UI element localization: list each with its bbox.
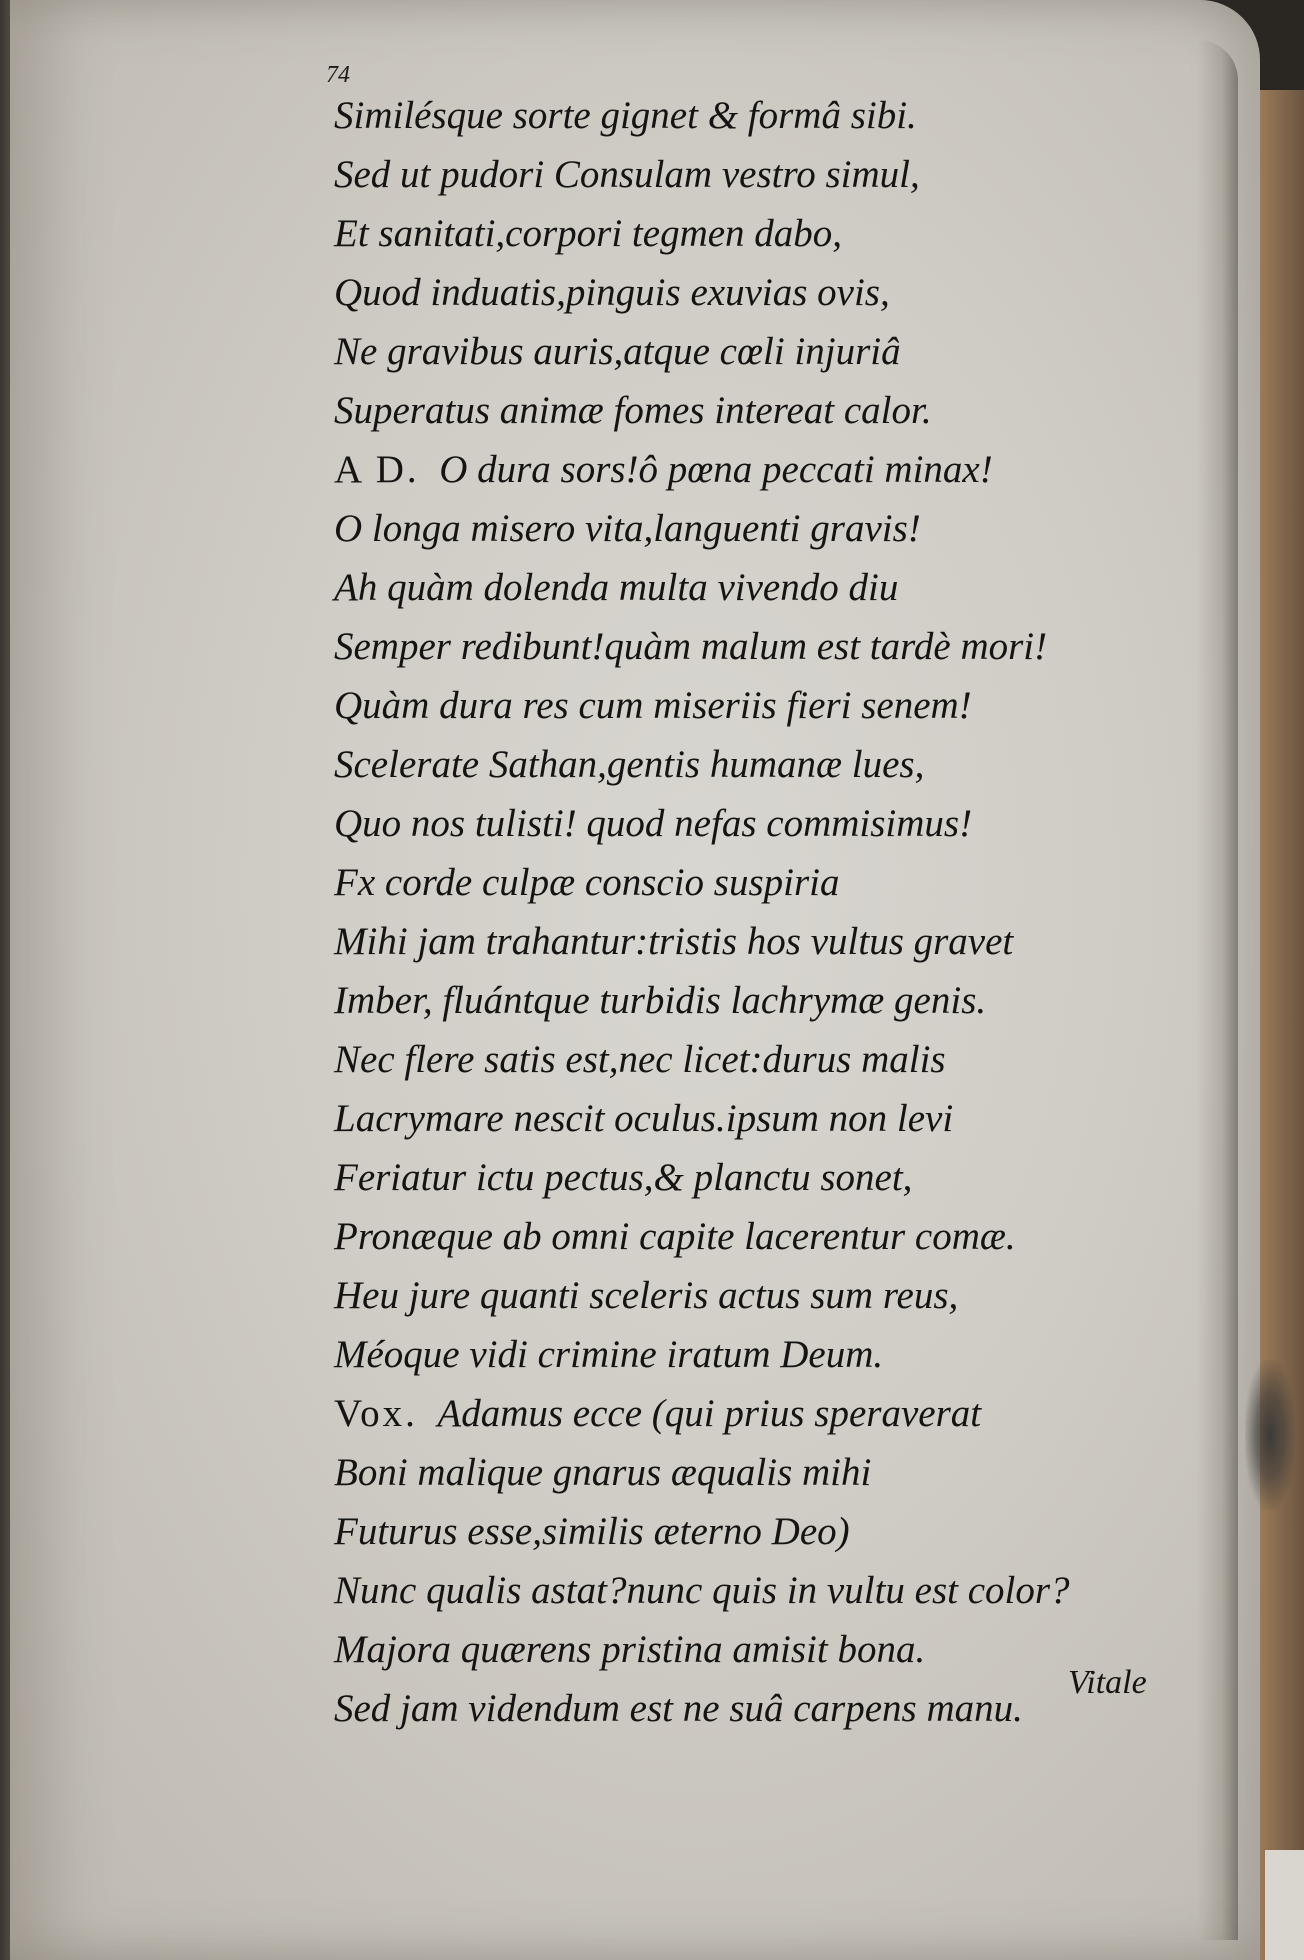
verse-line bbox=[334, 1266, 1194, 1325]
verse-text: O longa misero vita,languenti gravis! bbox=[334, 507, 921, 550]
verse-line bbox=[334, 1148, 1194, 1207]
verse-line bbox=[334, 971, 1194, 1030]
verse-text: Adamus ecce (qui prius speraverat bbox=[437, 1392, 982, 1435]
verse-text: Nunc qualis astat?nunc quis in vultu est color? bbox=[334, 1569, 1070, 1612]
verse-text: Mihi jam trahantur:tristis hos vultus gravet bbox=[334, 920, 1014, 963]
ink-smudge bbox=[1245, 1360, 1295, 1510]
verse-text: Imber, fluántque turbidis lachrymæ genis. bbox=[334, 979, 987, 1022]
verse-text: Pronæque ab omni capite lacerentur comæ. bbox=[334, 1215, 1016, 1258]
catchword: Vitale bbox=[1068, 1664, 1147, 1701]
verse-text: Lacrymare nescit oculus.ipsum non levi bbox=[334, 1097, 954, 1140]
verse-line bbox=[334, 1502, 1194, 1561]
verse-text: Ah quàm dolenda multa vivendo diu bbox=[334, 566, 899, 609]
verse-line bbox=[334, 440, 1194, 499]
verse-line bbox=[334, 853, 1194, 912]
verse-line bbox=[334, 1089, 1194, 1148]
verse-line bbox=[334, 617, 1194, 676]
verse-line bbox=[334, 1030, 1194, 1089]
verse-line bbox=[334, 263, 1194, 322]
verse-line bbox=[334, 1443, 1194, 1502]
verse-text: Feriatur ictu pectus,& planctu sonet, bbox=[334, 1156, 913, 1199]
page-curl-shadow bbox=[1198, 40, 1238, 1940]
verse-text-block bbox=[334, 86, 1194, 1738]
verse-line bbox=[334, 735, 1194, 794]
verse-line bbox=[334, 1620, 1194, 1679]
verse-text: Similésque sorte gignet & formâ sibi. bbox=[334, 94, 917, 137]
page-number: 74 bbox=[326, 62, 350, 88]
verse-text: Majora quærens pristina amisit bona. bbox=[334, 1628, 926, 1671]
verse-text: Boni malique gnarus æqualis mihi bbox=[334, 1451, 872, 1494]
verse-text: Nec flere satis est,nec licet:durus malis bbox=[334, 1038, 946, 1081]
verse-text: Quàm dura res cum miseriis fieri senem! bbox=[334, 684, 972, 727]
verse-line bbox=[334, 145, 1194, 204]
verse-text: Heu jure quanti sceleris actus sum reus, bbox=[334, 1274, 959, 1317]
verse-line bbox=[334, 381, 1194, 440]
verse-line bbox=[334, 558, 1194, 617]
verse-line bbox=[334, 1679, 1194, 1738]
verse-line bbox=[334, 676, 1194, 735]
verse-line bbox=[334, 1384, 1194, 1443]
verse-text: Méoque vidi crimine iratum Deum. bbox=[334, 1333, 884, 1376]
verse-line bbox=[334, 1207, 1194, 1266]
verse-line bbox=[334, 794, 1194, 853]
verse-line bbox=[334, 204, 1194, 263]
verse-line bbox=[334, 912, 1194, 971]
verse-text: Ne gravibus auris,atque cœli injuriâ bbox=[334, 330, 901, 373]
verse-text: Quo nos tulisti! quod nefas commisimus! bbox=[334, 802, 973, 845]
verse-text: Sed ut pudori Consulam vestro simul, bbox=[334, 153, 920, 196]
verse-line bbox=[334, 322, 1194, 381]
verse-text: Superatus animæ fomes intereat calor. bbox=[334, 389, 932, 432]
verse-text: Et sanitati,corpori tegmen dabo, bbox=[334, 212, 843, 255]
verse-text: Sed jam videndum est ne suâ carpens manu. bbox=[334, 1687, 1023, 1730]
verse-line bbox=[334, 1325, 1194, 1384]
verse-line bbox=[334, 86, 1194, 145]
speaker-label: A D. bbox=[334, 448, 420, 491]
verse-text: Semper redibunt!quàm malum est tardè mori! bbox=[334, 625, 1048, 668]
verse-text: Futurus esse,similis æterno Deo) bbox=[334, 1510, 850, 1553]
speaker-label: Vox. bbox=[334, 1392, 418, 1435]
verse-text: O dura sors!ô pœna peccati minax! bbox=[439, 448, 993, 491]
verse-line bbox=[334, 499, 1194, 558]
verse-text: Quod induatis,pinguis exuvias ovis, bbox=[334, 271, 890, 314]
verse-line bbox=[334, 1561, 1194, 1620]
verse-text: Fx corde culpæ conscio suspiria bbox=[334, 861, 840, 904]
verse-text: Scelerate Sathan,gentis humanæ lues, bbox=[334, 743, 925, 786]
